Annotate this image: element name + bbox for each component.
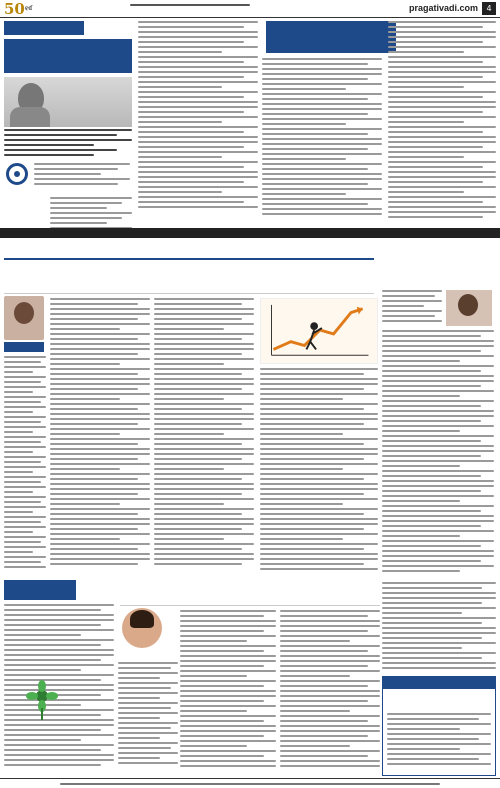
author-photo <box>4 296 44 340</box>
author-name-tag <box>4 342 44 352</box>
left-narrow-column <box>4 356 46 576</box>
gandhi-quote <box>4 129 132 159</box>
rising-graph-illustration <box>260 298 378 364</box>
top-right-headline <box>266 21 396 53</box>
lower-column-b <box>118 662 178 772</box>
middle-column-c <box>260 368 378 578</box>
lower-column-d <box>280 610 380 774</box>
lower-column-c <box>180 610 276 774</box>
portrait-body <box>10 107 50 127</box>
anniversary-logo: $50^{ବର୍ଷ}$ <box>4 0 32 18</box>
right-headline <box>380 258 496 288</box>
middle-column-a <box>50 298 150 576</box>
email-bar <box>0 240 500 248</box>
footer <box>0 778 500 788</box>
lower-section-tag <box>4 580 76 600</box>
gandhi-portrait <box>4 77 132 127</box>
right-column <box>382 330 494 580</box>
editorial-banner <box>4 39 132 73</box>
middle-column-b <box>154 298 254 576</box>
gear-icon <box>6 163 28 185</box>
masthead <box>0 0 500 18</box>
writer-portrait <box>122 608 162 648</box>
info-row <box>4 161 132 191</box>
contact-bar <box>0 228 500 238</box>
top-middle-article <box>138 21 258 221</box>
right-author-photo <box>446 290 492 326</box>
middle-headline <box>4 258 374 294</box>
feature-body <box>387 713 491 773</box>
site-url[interactable]: pragativadi.com <box>408 3 478 13</box>
feature-box <box>382 676 496 776</box>
page-number: 4 <box>482 2 496 15</box>
tippani-text <box>50 197 132 232</box>
writer-name <box>118 650 168 658</box>
feature-title <box>383 691 495 709</box>
editorial-column <box>4 21 136 291</box>
flower-icon <box>24 680 60 720</box>
lower-column-e <box>382 582 496 672</box>
top-right-article <box>262 58 382 228</box>
lower-headline <box>120 580 380 606</box>
brand-tag <box>4 21 84 35</box>
date-line <box>130 4 250 9</box>
feature-tag <box>383 677 495 689</box>
top-far-right-article <box>388 21 496 226</box>
graph-icon <box>261 299 377 363</box>
